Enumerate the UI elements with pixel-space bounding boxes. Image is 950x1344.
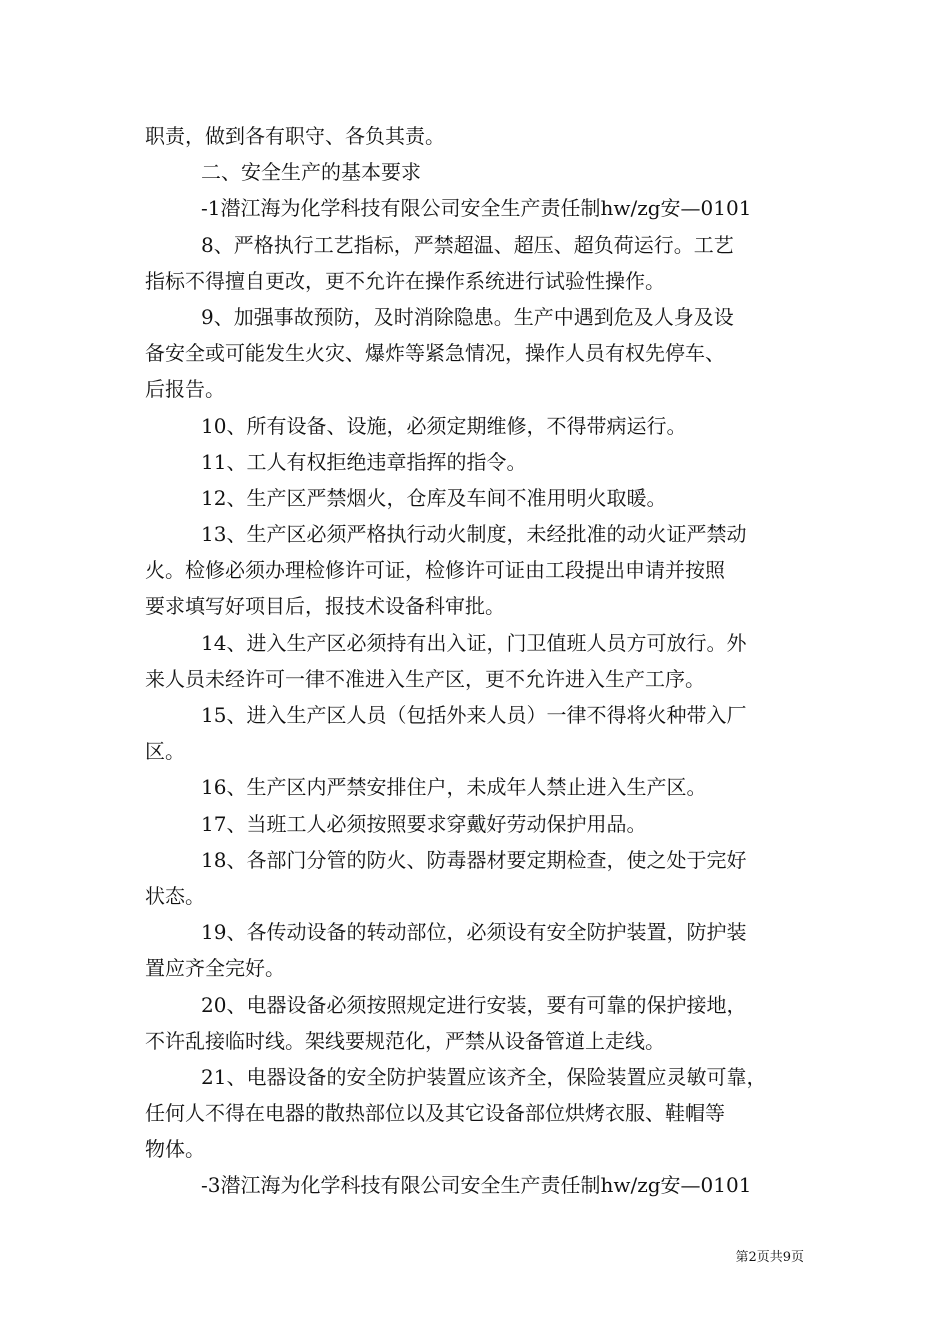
text-line: 15、进入生产区人员（包括外来人员）一律不得将火种带入厂 <box>201 703 747 727</box>
text-line: 后报告。 <box>145 377 225 402</box>
text-line: 二、安全生产的基本要求 <box>201 160 421 185</box>
text-line: 20、电器设备必须按照规定进行安装，要有可靠的保护接地， <box>201 992 747 1017</box>
text-line: 13、生产区必须严格执行动火制度，未经批准的动火证严禁动 <box>201 522 747 547</box>
text-line: 17、当班工人必须按照要求穿戴好劳动保护用品。 <box>201 811 647 836</box>
text-line: 要求填写好项目后，报技术设备科审批。 <box>145 594 505 619</box>
text-line: 21、电器设备的安全防护装置应该齐全，保险装置应灵敏可靠， <box>201 1064 767 1089</box>
text-line: 职责，做到各有职守、各负其责。 <box>145 124 445 148</box>
text-line: -1潜江海为化学科技有限公司安全生产责任制hw/zg安—0101 <box>201 196 752 221</box>
text-line: 10、所有设备、设施，必须定期维修，不得带病运行。 <box>201 413 687 438</box>
text-line: 来人员未经许可一律不准进入生产区，更不允许进入生产工序。 <box>145 666 705 691</box>
text-line: 状态。 <box>145 883 205 908</box>
text-line: 12、生产区严禁烟火，仓库及车间不准用明火取暖。 <box>201 485 667 510</box>
text-line: 8、严格执行工艺指标，严禁超温、超压、超负荷运行。工艺 <box>201 232 734 257</box>
page-number: 第2页共9页 <box>735 1250 804 1265</box>
text-line: 14、进入生产区必须持有出入证，门卫值班人员方可放行。外 <box>201 630 747 655</box>
text-line: 16、生产区内严禁安排住户，未成年人禁止进入生产区。 <box>201 775 707 800</box>
text-line: 18、各部门分管的防火、防毒器材要定期检查，使之处于完好 <box>201 847 747 872</box>
text-line: 指标不得擅自更改，更不允许在操作系统进行试验性操作。 <box>145 268 665 293</box>
text-line: 区。 <box>145 739 185 764</box>
text-line: 火。检修必须办理检修许可证，检修许可证由工段提出申请并按照 <box>145 558 725 583</box>
text-line: 任何人不得在电器的散热部位以及其它设备部位烘烤衣服、鞋帽等 <box>145 1101 725 1126</box>
text-line: 11、工人有权拒绝违章指挥的指令。 <box>201 449 527 474</box>
text-line: 19、各传动设备的转动部位，必须设有安全防护装置，防护装 <box>201 920 747 945</box>
text-line: 置应齐全完好。 <box>145 956 285 981</box>
text-line: 不许乱接临时线。架线要规范化，严禁从设备管道上走线。 <box>145 1028 665 1053</box>
text-line: 备安全或可能发生火灾、爆炸等紧急情况，操作人员有权先停车、 <box>145 341 725 366</box>
text-line: -3潜江海为化学科技有限公司安全生产责任制hw/zg安—0101 <box>201 1173 752 1198</box>
text-line: 9、加强事故预防，及时消除隐患。生产中遇到危及人身及设 <box>201 304 734 329</box>
text-line: 物体。 <box>145 1137 205 1162</box>
document-body <box>145 118 810 1204</box>
